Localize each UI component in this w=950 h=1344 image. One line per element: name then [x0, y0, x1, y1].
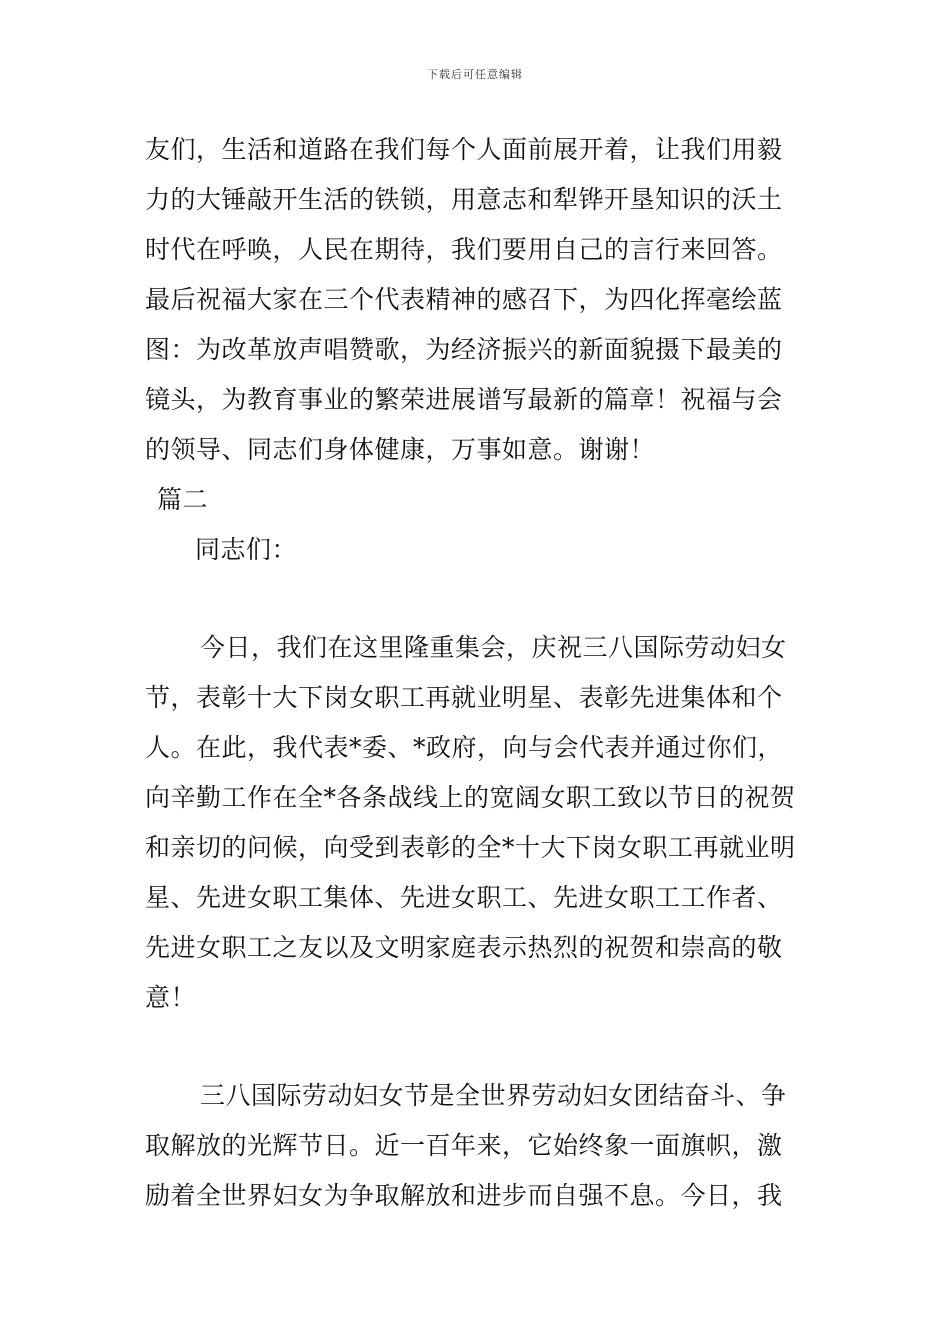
- text-line: 镜头，为教育事业的繁荣进展谱写最新的篇章！祝福与会: [145, 385, 783, 414]
- text-line: 最后祝福大家在三个代表精神的感召下，为四化挥毫绘蓝: [145, 285, 783, 314]
- text-line: 取解放的光辉节日。近一百年来，它始终象一面旗帜，激: [145, 1131, 783, 1160]
- page-header: 下载后可任意编辑: [427, 68, 523, 81]
- text-line: 三八国际劳动妇女节是全世界劳动妇女团结奋斗、争: [200, 1081, 787, 1110]
- text-line: 节，表彰十大下岗女职工再就业明星、表彰先进集体和个: [145, 683, 783, 712]
- text-line: 友们，生活和道路在我们每个人面前展开着，让我们用毅: [145, 135, 783, 164]
- text-line: 和亲切的问候，向受到表彰的全*十大下岗女职工再就业明: [145, 833, 796, 862]
- text-line: 今日，我们在这里隆重集会，庆祝三八国际劳动妇女: [200, 633, 787, 662]
- text-line: 励着全世界妇女为争取解放和进步而自强不息。今日，我: [145, 1181, 783, 1210]
- text-line: 的领导、同志们身体健康，万事如意。谢谢！: [145, 435, 656, 464]
- text-line: 先进女职工之友以及文明家庭表示热烈的祝贺和崇高的敬: [145, 933, 783, 962]
- text-line: 力的大锤敲开生活的铁锁，用意志和犁铧开垦知识的沃土: [145, 185, 783, 214]
- text-line: 人。在此，我代表*委、*政府，向与会代表并通过你们，: [145, 733, 784, 762]
- text-line: 图：为改革放声唱赞歌，为经济振兴的新面貌摄下最美的: [145, 335, 783, 364]
- salutation: 同志们：: [195, 535, 298, 564]
- section-title: 篇二: [157, 485, 209, 514]
- text-line: 时代在呼唤，人民在期待，我们要用自己的言行来回答。: [145, 235, 783, 264]
- text-line: 向辛勤工作在全*各条战线上的宽阔女职工致以节日的祝贺: [145, 783, 796, 812]
- text-line: 意！: [145, 983, 197, 1012]
- text-line: 星、先进女职工集体、先进女职工、先进女职工工作者、: [145, 883, 783, 912]
